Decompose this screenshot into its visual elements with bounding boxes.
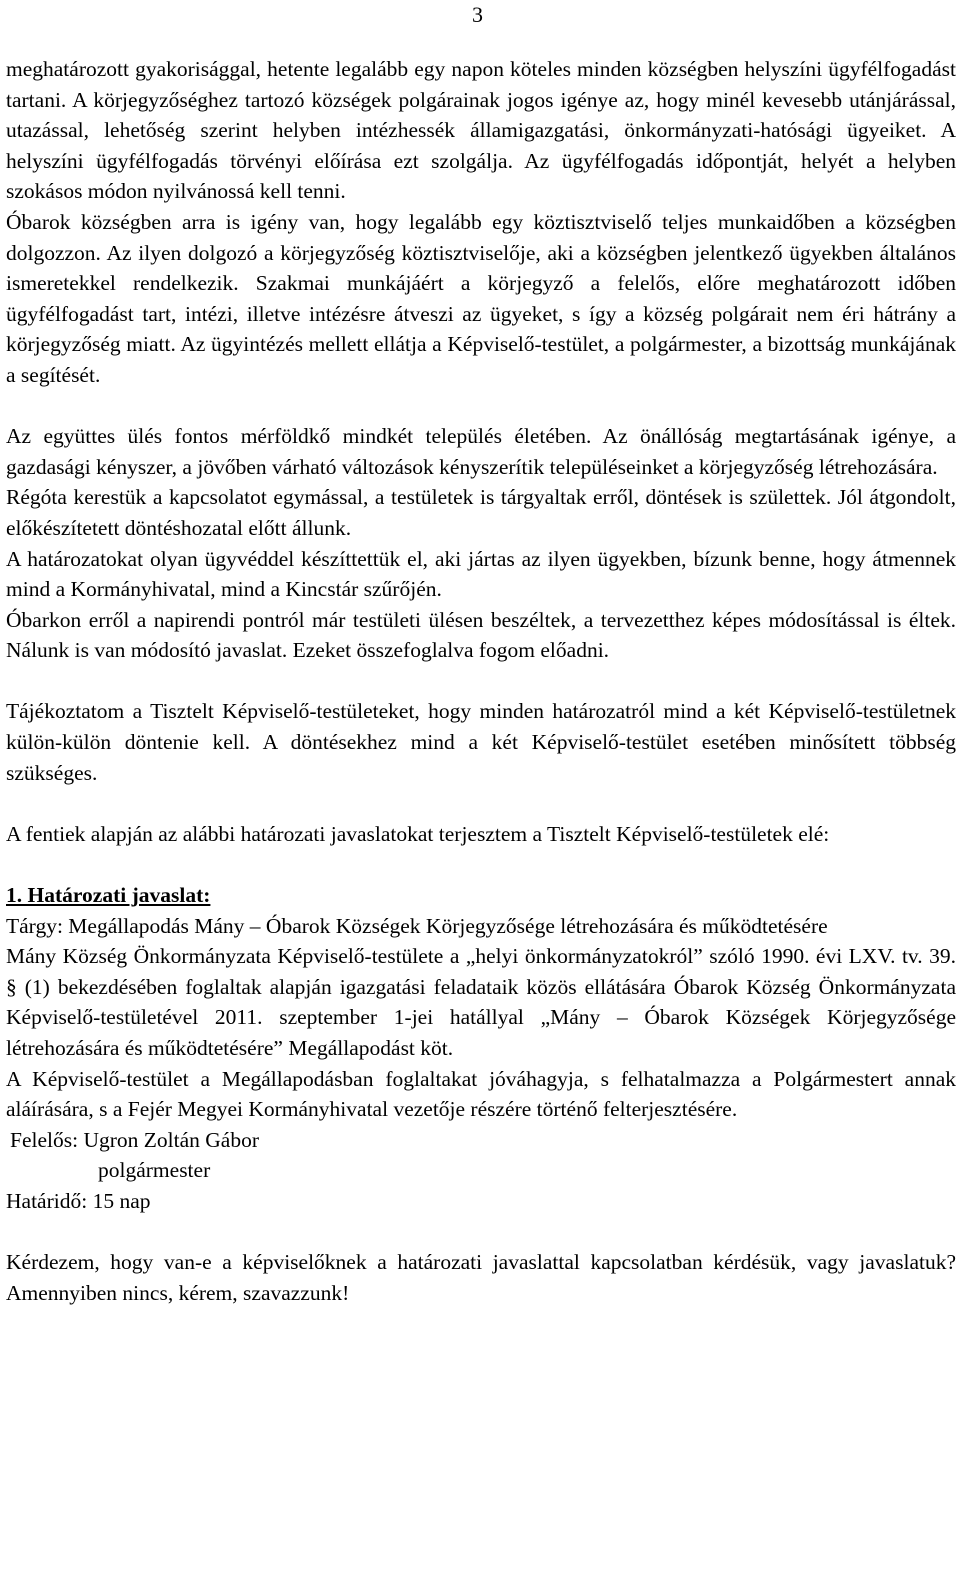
paragraph-intro-1: meghatározott gyakorisággal, hetente legalább egy napon köteles minden községben helyszíni ügyfélfogadást tartani. A körjegyzőséghez tartozó községek polgárainak jogos igénye az, hogy minél kevesebb utánjárással, utazással, lehetőség szerint helyben intézhessék államigazgatási, önkormányzati-hatósági ügyeiket. A helyszíni ügyfélfogadás törvényi előírása ezt szolgálja. Az ügyfélfogadás időpontját, helyét a helyben szokásos módon nyilvánossá kell tenni. bbox=[6, 57, 956, 204]
paragraph-submit: A fentiek alapján az alábbi határozati javaslatokat terjesztem a Tisztelt Képviselő-testületek elé: bbox=[6, 821, 830, 846]
resolution-responsible-title: polgármester bbox=[98, 1158, 211, 1183]
resolution-heading: 1. Határozati javaslat: bbox=[6, 883, 211, 908]
closing-question: Kérdezem, hogy van-e a képviselőknek a határozati javaslattal kapcsolatban kérdésük, vagy javaslatuk? Amennyiben nincs, kérem, szavazzunk! bbox=[6, 1250, 956, 1305]
resolution-body-2: A Képviselő-testület a Megállapodásban foglaltakat jóváhagyja, s felhatalmazza a Polgármestert annak aláírására, s a Fejér Megyei Kormányhivatal vezetője részére történő felterjesztésére. bbox=[6, 1066, 956, 1122]
document-body bbox=[6, 54, 956, 1308]
resolution-responsible: Felelős: Ugron Zoltán Gábor bbox=[10, 1127, 259, 1152]
paragraph-inform: Tájékoztatom a Tisztelt Képviselő-testületeket, hogy minden határozatról mind a két Képviselő-testületnek külön-külön döntenie kell. A döntésekhez mind a két Képviselő-testület esetében minősített többség szükséges. bbox=[6, 699, 956, 785]
resolution-body-1: Mány Község Önkormányzata Képviselő-testülete a „helyi önkormányzatokról” szóló 1990. évi LXV. tv. 39. § (1) bekezdésében foglaltak alapján igazgatási feladataik közös ellátására Óbarok Község Önkormányzata Képviselő-testületével 2011. szeptember 1-jei hatállyal „Mány – Óbarok Községek Körjegyzősége létrehozására és működtetésére” Megállapodást köt. bbox=[6, 944, 956, 1060]
resolution-deadline: Határidő: 15 nap bbox=[6, 1188, 151, 1213]
paragraph-session-3: A határozatokat olyan ügyvéddel készíttettük el, aki jártas az ilyen ügyekben, bízunk benne, hogy átmennek mind a Kormányhivatal, mind a Kincstár szűrőjén. bbox=[6, 546, 956, 602]
resolution-subject: Tárgy: Megállapodás Mány – Óbarok Községek Körjegyzősége létrehozására és működtetésére bbox=[6, 913, 828, 938]
paragraph-session-4: Óbarkon erről a napirendi pontról már testületi ülésen beszéltek, a tervezetthez képes módosítással is éltek. Nálunk is van módosító javaslat. Ezeket összefoglalva fogom előadni. bbox=[6, 607, 956, 663]
paragraph-session-2: Régóta kerestük a kapcsolatot egymással, a testületek is tárgyaltak erről, döntések is születtek. Jól átgondolt, előkészítetett döntéshozatal előtt állunk. bbox=[6, 485, 956, 540]
paragraph-session-1: Az együttes ülés fontos mérföldkő mindkét település életében. Az önállóság megtartásának igénye, a gazdasági kényszer, a jövőben várható változások kényszerítik településeinket a körjegyzőség létrehozására. bbox=[6, 424, 956, 479]
paragraph-intro-2: Óbarok községben arra is igény van, hogy legalább egy köztisztviselő teljes munkaidőben a községben dolgozzon. Az ilyen dolgozó a körjegyzőség köztisztviselője, aki a községben jelentkező ügyekben általános ismeretekkel rendelkezik. Szakmai munkájáért a körjegyző a felelős, előre meghatározott időben ügyfélfogadást tart, intézi, illetve intézésre átveszi az ügyeket, s így a község polgárait nem éri hátrány a körjegyzőség miatt. Az ügyintézés mellett ellátja a Képviselő-testület, a polgármester, a bizottság munkájának a segítését. bbox=[6, 209, 956, 387]
page-number: 3 bbox=[472, 2, 483, 27]
